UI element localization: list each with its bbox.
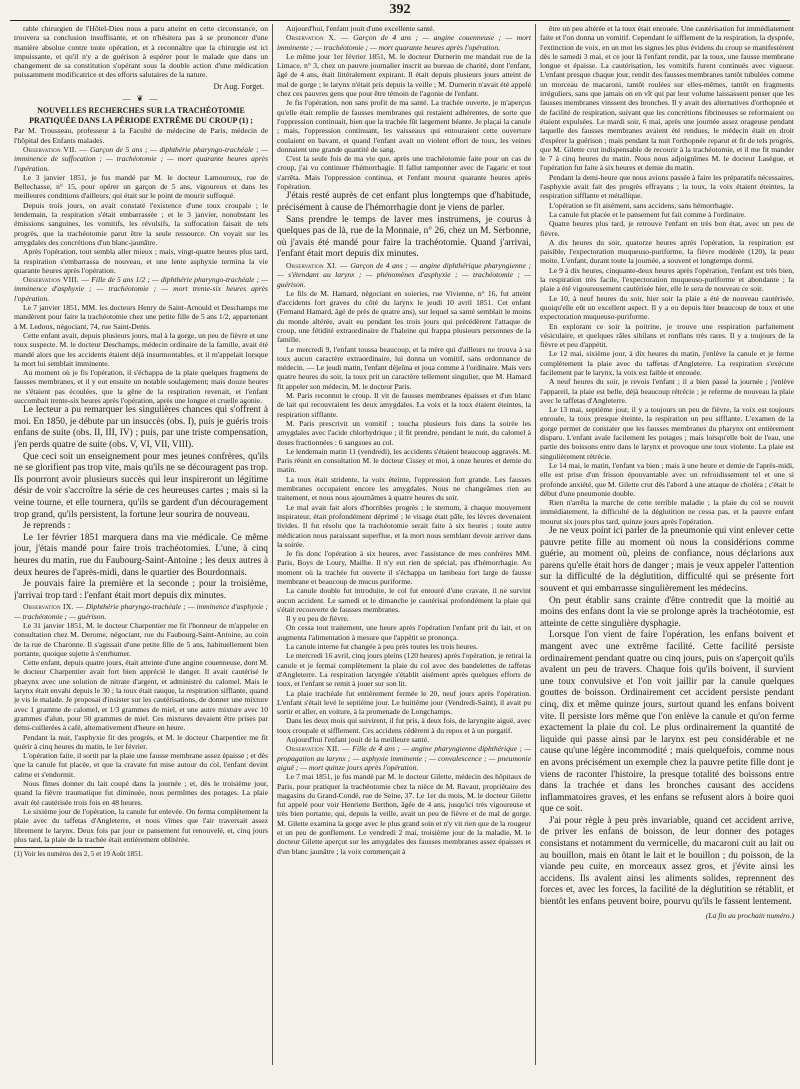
body-paragraph: Le même jour 1er février 1851, M. le docteur Durnerin me mandait rue de la Limace, n° 3, chez un pauvre journalier inscrit au bureau de charité, dont l'enfant, âgé de 4 ans, était littéralement expirant. Il était depuis plusieurs jours atteint de mal de gorge ; le larynx n'était pris depuis la veille ; M. Durnerin n'avait été appelé chez ces pauvres gens que pour être témoin de l'agonie de l'enfant. bbox=[277, 51, 531, 99]
observation-heading bbox=[277, 33, 531, 52]
body-paragraph: L'opération faite, il sortit par la plaie une fausse membrane assez épaisse ; et dès que la canule fut placée, et que la cravate fut mise autour du col, l'enfant devint calme et s'endormit. bbox=[14, 751, 268, 779]
commentary-paragraph: Je reprends : bbox=[23, 521, 71, 532]
body-paragraph: Cette enfant avait, depuis plusieurs jours, mal à la gorge, un peu de fièvre et une toux suspecte. M. le docteur Deschamps, médecin ordinaire de la famille, avait été mandé alors que les accidents étaient déjà insurmontables, et il m'appelait lorsque la mort lui semblait imminente. bbox=[14, 330, 268, 368]
column-separator bbox=[272, 24, 273, 1065]
observation-label: Observation VIII. — bbox=[23, 275, 92, 285]
body-paragraph: Le 31 janvier 1851, M. le docteur Charpentier me fit l'honneur de m'appeler en consultation chez M. Derome, négociant, rue du Faubourg-Saint-Antoine, au coin de la rue de Charonne. Il s'agissait d'une petite fille de 5 ans, habituellement bien portante, quoique sujette à s'enrhumer. bbox=[14, 620, 268, 658]
observation-heading bbox=[14, 145, 268, 173]
observation-label: Observation VII. — bbox=[23, 144, 90, 154]
observation-summary: Fille de 4 ans ; — angine pharyngienne diphthérique ; — propagation au larynx ; — asphyxie imminente ; — convalescence ; — pneumonie aiguë ; — mort quinze jours après l'opération. bbox=[277, 744, 531, 772]
body-paragraph: Le 10, à neuf heures du soir, hier soir la plaie a été de nouveau cautérisée, quoiqu'elle eût un excellent aspect. Il y a eu depuis hier beaucoup de toux et une expectoration muqueuso-puriforme. bbox=[540, 293, 794, 322]
body-paragraph: Cette enfant, depuis quatre jours, était atteinte d'une angine couenneuse, dont M. le docteur Charpentier avait fort bien apprécié le danger. Il avait cautérisé le pharynx avec une solution de nitrate d'argent, et administré du calomel. Mais le larynx était envahi depuis le 30 ; la toux était rauque, la respiration sifflante, quand je vis le malade. Je proposai d'insister sur les cautérisations, de donner une mixture avec 1 gramme de calomel, et 1/3 grammes de miel, et une autre mixture avec 10 grammes d'alun, pour 50 grammes de miel. Ces mixtures devaient être prises par demi-cuillerées à café, alternativement d'heure en heure. bbox=[14, 658, 268, 733]
body-paragraph: Le mal avait fait alors d'horribles progrès ; le sternum, à chaque mouvement inspirateur, était profondément déprimé ; le visage était pâle, les lèvres devenaient livides. Il fut résolu que la trachéotomie serait faite à six heures ; toute autre médication nous paraissant superflue, et la mort nous semblant devoir arriver dans la soirée. bbox=[277, 502, 531, 549]
commentary-paragraph: Que ceci soit un enseignement pour mes jeunes confrères, qu'ils ne se glorifient pas trop vite, mais qu'ils ne se découragent pas trop. Ils pourront avoir plusieurs succès qui leur inspireront un légitime désir de voir s'accroître la série de ces heureuses cartes ; mais si la veine tourne, et elle tournera, qu'ils se gardent d'un découragement trop grand, qu'ils persistent, la fortune leur sourira de nouveau. bbox=[14, 451, 268, 520]
body-paragraph: La canule double fut introduite, le col fut entouré d'une cravate, il ne survint aucun accident. Le samedi et le dimanche je cautérisai profondément la plaie qui s'était recouverte de fausses membranes. bbox=[277, 586, 531, 614]
commentary-paragraph: On peut établir sans crainte d'être contredit que la moitié au moins des enfans dont la vie se prolonge après la trachéotomie, est atteinte de cette singulière dysphagie. bbox=[540, 595, 794, 629]
commentary-paragraph: Le lecteur a pu remarquer les singulières chances qui s'offrent à moi. En 1850, je débute par un insuccès (obs. I), puis je guéris trois enfans de suite (obs. II, III, IV) ; puis, par une triste compensation, j'en perds quatre de suite (obs. V, VI, VII, VIII). bbox=[14, 405, 268, 451]
commentary-paragraph: Je pouvais faire la première et la seconde ; pour la troisième, j'arrivai trop tard : l'enfant était mort depuis dix minutes. bbox=[14, 579, 268, 601]
commentary-paragraph: Le 1er février 1851 marquera dans ma vie médicale. Ce même jour, j'étais mandé pour faire trois trachéotomies. L'une, à cinq heures du matin, rue du Faubourg-Saint-Antoine ; les deux autres à deux heures de l'après-midi, dans le quartier des Bourdonnais. bbox=[14, 532, 268, 578]
signature: Dr Aug. Forget. bbox=[213, 81, 264, 91]
body-paragraph: Le lendemain matin 11 (vendredi), les accidents s'étaient beaucoup aggravés. M. Paris réunit en consultation M. le docteur Cissey et moi, à onze heures et demie du matin. bbox=[277, 446, 531, 475]
body-paragraph: Le mercredi 16 avril, cinq jours pleins (120 heures) après l'opération, je retirai la canule et je fermai complètement la plaie du col avec des bandelettes de taffetas d'Angleterre. La respiration laryngée s'établit aisément après quelques efforts de toux, et l'enfant se remit à jouer sur son lit. bbox=[277, 651, 531, 689]
byline: Par M. Trousseau, professeur à la Faculté de médecine de Paris, médecin de l'hôpital des Enfants malades. bbox=[14, 126, 268, 145]
body-paragraph: M. Paris prescrivit un vomitif ; toucha plusieurs fois dans la soirée les amygdales avec l'acide chlorhydrique ; il fit prendre, pendant le nuit, du calomel à doses fractionnées : 6 sangsues au col. bbox=[277, 418, 531, 447]
body-paragraph: Je fis l'opération, non sans profit de ma santé. La trachée ouverte, je m'aperçus qu'elle était remplie de fausses membranes qui restaient adhérentes, de sorte que l'oppression continuait, bien que la trachée fût largement béante. Je plaçai la canule ; mais, l'oppression continuant, les vaisseaux qui entouraient cette ouverture coulaient en bavant, et quand l'enfant avait un violent effort de toux, les veines donnaient une grande quantité de sang. bbox=[277, 98, 531, 154]
column-1-body bbox=[14, 145, 268, 844]
body-paragraph: Le sixième jour de l'opération, la canule fut enlevée. On ferma complètement la plaie avec du taffetas d'Angleterre, et nous vîmes que l'air traversait assez librement le larynx. Deux fois par jour ce pansement fut renouvelé, et, cinq jours plus tard, la plaie de la trachée était entièrement oblitérée. bbox=[14, 806, 268, 844]
body-paragraph: On cessa tout traitement, une heure après l'opération l'enfant prit du lait, et on augmenta l'alimentation à mesure que l'appétit se prononça. bbox=[277, 623, 531, 642]
commentary-paragraph: J'étais resté auprès de cet enfant plus longtemps que d'habitude, précisément à cause de l'hémorrhagie dont je viens de parler. bbox=[277, 191, 531, 213]
observation-heading bbox=[277, 744, 531, 772]
body-paragraph: être un peu altérée et la toux était enrouée. Une cautérisation fut immédiatement faite et l'on donna un vomitif. Cependant le sifflement de la respiration, la dyspnée, l'extinction de voix, en un mot les signes les plus évidens du croup se manifestèrent dès le samedi 3 mai, et ce jour là l'enfant rendit, par la toux, une fausse membrane longue et épaisse. La cautérisation, les vomitifs furent continués avec vigueur. L'enfant presque chaque jour, rendit des fausses membranes tantôt tubulées comme un morceau de macaroni, tantôt roulées sur elles-mêmes, tantôt en fragments irréguliers, sans que jamais on en vît qui par leur volume laissassent penser que les fausses membranes vinssent des bronches. Il y avait des alternatives d'orthopnée et de facilité de respiration, suivant que les concrétions fibrineuses se reformaient ou étaient expulsées. Le mardi soir, 6 mai, après une journée assez orageuse pendant laquelle des fausses membranes avaient été rendues, le médecin était en droit d'espérer la guérison ; mais pendant la nuit l'orthopnée reparut et fit de tels progrès, que M. Gilette crut indispensable de recourir à la trachéotomie, et il me fit mander le 7 à cinq heures du matin. Nous nous adjoignîmes M. le docteur Lasègue, et l'opération fut faite à six heures et demie du matin. bbox=[540, 24, 794, 173]
section-title: NOUVELLES RECHERCHES SUR LA TRACHÉOTOMIE PRATIQUÉE DANS LA PÉRIODE EXTRÊME DU CROUP (1) ; bbox=[29, 106, 253, 125]
column-1 bbox=[14, 24, 268, 1067]
body-paragraph: Au moment où je fis l'opération, il s'échappa de la plaie quelques fragmens de fausses membranes, et il y eut ensuite un notable soulagement; mais douze heures ne s'étaient pas écoulées, que la gêne de la respiration revenait, et l'enfant succombait trente-six heures après l'opération, après une longue et cruelle agonie. bbox=[14, 368, 268, 405]
top-rule bbox=[10, 20, 790, 21]
body-paragraph: En explorant ce soir la poitrine, je trouve une respiration parfaitement vésiculaire, et quelques râles sibilans et ronflans très rares. Il y a toujours de la fièvre et peu d'appétit. bbox=[540, 321, 794, 350]
observation-heading bbox=[14, 602, 268, 621]
observation-summary: Diphthérie pharyngo-trachéale ; — imminence d'asphyxie ; — trachéotomie ; — guérison. bbox=[14, 602, 268, 621]
observation-heading bbox=[14, 275, 268, 303]
observation-summary: Garçon de 4 ans ; — angine couenneuse ; — mort imminente ; — trachéotomie ; — mort quarante heures après l'opération. bbox=[277, 33, 531, 52]
body-paragraph: A dix heures du soir, quatorze heures après l'opération, la respiration est paisible, l'expectoration muqueuso-puriforme, la fièvre modérée (120), la peau moite. L'enfant, durant toute la journée, a souvent et longtemps dormi. bbox=[540, 237, 794, 266]
column-2 bbox=[277, 24, 531, 1067]
body-paragraph: Pendant la nuit, l'asphyxie fit des progrès, et M. le docteur Charpentier me fit quérir à cinq heures du matin, le 1er février. bbox=[14, 732, 268, 751]
body-paragraph: Le fils de M. Hamard, négociant en soieries, rue Vivienne, n° 16, fut atteint d'accidents fort graves du côté du larynx le jeudi 10 avril 1851. Cet enfant (Fernand Hamard, âgé de près de quatre ans), sur lequel sa santé semblait le moins du monde altérée, avait eu pendant les trois jours qui précédèrent l'attaque de croup, une fétidité extraordinaire de l'haleine qui frappa plusieurs personnes de la famille. bbox=[277, 288, 531, 345]
body-paragraph: Je fis donc l'opération à six heures, avec l'assistance de mes confrères MM. Paris, Boys de Loury, Mailhe. Il n'y eut rien de spécial, pas d'hémorrhagie. Au moment où la trachée fut ouverte il s'échappa un lambeau fort large de fausse membrane et beaucoup de mucus puriforme. bbox=[277, 549, 531, 586]
body-paragraph: Le mercredi 9, l'enfant toussa beaucoup, et la mère qui d'ailleurs ne trouva à sa toux aucun caractère extraordinaire, lui donna un vomitif, sans ordonnance de médecin. — Le jeudi matin, l'enfant déjeûna et joua comme à l'ordinaire. Mais vers quatre heures du soir, la toux prit un caractère tellement singulier, que M. Hamard fit appeler son médecin, M. le docteur Paris. bbox=[277, 344, 531, 391]
body-paragraph: Nous fîmes donner du lait coupé dans la journée ; et, dès le troisième jour, quand la fièvre traumatique fut diminuée, nous permîmes des potages. La plaie avait été cautérisée trois fois en 48 heures. bbox=[14, 779, 268, 807]
footnote: (1) Voir les numéros des 2, 5 et 19 Août 1851. bbox=[14, 850, 143, 859]
body-paragraph: Le 13 mai, septième jour, il y a toujours un peu de fièvre, la voix est toujours enrouée, la toux presque éteinte, la respiration un peu sifflante. L'examen de la gorge permet de constater que les fausses membranes du pharynx ont entièrement disparu. L'enfant avale facilement les potages ; mais lorsqu'elle boit de l'eau, une partie des boissons entre dans le larynx et provoque une toux violente. La plaie est singulièrement rétrécie. bbox=[540, 405, 794, 461]
page-number: 392 bbox=[389, 2, 411, 17]
observation-summary: Fille de 5 ans 1/2 ; — diphthérie pharyngo-trachéale ; — imminence d'asphyxie ; — trachéotomie ; — mort trente-six heures après l'opération. bbox=[14, 275, 268, 303]
body-paragraph: Dans les deux mois qui suivirent, il fut pris, à deux fois, de laryngite aiguë, avec toux croupale et sifflement. Ces accidens cédèrent à du repos et à un purgatif. bbox=[277, 716, 531, 735]
body-paragraph: L'opération se fit aisément, sans accidens, sans hémorrhagie. bbox=[549, 200, 734, 210]
observation-label: Observation XI. — bbox=[286, 260, 351, 270]
body-paragraph: Rien n'arrêta la marche de cette terrible maladie ; la plaie du col se rouvrit immédiatement, la difficulté de la déglutition ne cessa pas, et la pauvre enfant mourut six jours plus tard, quinze jours après l'opération. bbox=[540, 498, 794, 526]
body-paragraph: Quatre heures plus tard, je retrouve l'enfant en très bon état, avec un peu de fièvre. bbox=[540, 219, 794, 238]
column-2-body bbox=[277, 24, 531, 856]
body-paragraph: La toux était stridente, la voix éteinte, l'oppression fort grande. Les fausses membranes occupaient encore les amygdales. Nous ne changeâmes rien au traitement, et nous nous ajournâmes à quatre heures du soir. bbox=[277, 474, 531, 503]
body-paragraph: Le 12 mai, sixième jour, à dix heures du matin, j'enlève la canule et je ferme complètement la plaie avec du taffetas d'Angleterre. La respiration s'exécute facilement par le larynx, la voix est faible et enrouée. bbox=[540, 349, 794, 377]
body-paragraph: Après l'opération, tout sembla aller mieux ; mais, vingt-quatre heures plus tard, la respiration s'embarrassa de nouveau, et une lente asphyxie termina la vie quarante heures après l'opération. bbox=[14, 247, 268, 275]
commentary-paragraph: Sans prendre le temps de laver mes instrumens, je courus à quelques pas de là, rue de la Monnaie, n° 26, chez un M. Serbonne, où j'avais été mandé pour faire la trachéotomie. Quand j'arrivai, l'enfant était mort depuis dix minutes. bbox=[277, 214, 531, 260]
column-separator bbox=[535, 24, 536, 1065]
body-paragraph: Le 7 janvier 1851, MM. les docteurs Henry de Saint-Arnould et Deschamps me mandèrent pour faire la trachéotomie chez une petite fille de 5 ans 1/2, appartenant à M. Ledoux, négociant, 74, rue Saint-Denis. bbox=[14, 303, 268, 331]
body-paragraph: La canule interne fut changée à peu près toutes les trois heures. bbox=[286, 642, 478, 652]
observation-heading bbox=[277, 261, 531, 289]
body-paragraph: C'est la seule fois de ma vie que, après une trachéotomie faite pour un cas de croup, j'ai vu continuer l'hémorrhagie. Il fallut tamponner avec de l'agaric et tout s'arrêta. Mais l'oppression continua, et l'enfant mourut quarante heures après l'opération. bbox=[277, 154, 531, 192]
body-paragraph: Le 7 mai 1851, je fus mandé par M. le docteur Gilette, médecin des hôpitaux de Paris, pour pratiquer la trachéotomie chez la nièce de M. Ravaut, propriétaire des magasins du Grand-Condé, rue de Seine, 37. Le 1er du mois, M. le docteur Gilette fut appelé pour voir Henriette Berthon, âgée de 4 ans, jusqu'ici très vigoureuse et très bien portante, qui, depuis la veille, avait un peu de fièvre et de mal de gorge. M. Gilette examina la gorge avec le plus grand soin et n'y vit rien que de la rougeur et un peu de gonflement. Le vendredi 2 mai, troisième jour de la maladie, M. le docteur Gilette aperçut sur les amygdales des fausses membranes assez épaisses et d'un blanc jaunâtre ; la voix commençait à bbox=[277, 772, 531, 856]
observation-summary: Garçon de 5 ans ; — diphthérie pharyngo-trachéale ; — imminence de suffocation ; — trachéotomie ; — mort quarante heures après l'opération. bbox=[14, 144, 268, 173]
body-paragraph: La plaie trachéale fut entièrement fermée le 20, neuf jours après l'opération. L'enfant s'était levé le septième jour. Le huitième jour (Vendredi-Saint), il avait pu sortir et aller, en voiture, à la promenade de Longchamps. bbox=[277, 688, 531, 717]
ornament-divider: — ❦ — bbox=[122, 94, 160, 104]
body-paragraph: M. Paris reconnut le croup. Il vit de fausses membranes épaisses et d'un blanc de lait qui recouvraient les deux amygdales. La voix et la toux étaient éteintes, la respiration sifflante. bbox=[277, 391, 531, 419]
commentary-paragraph: Lorsque l'on vient de faire l'opération, les enfans boivent et mangent avec une extrême facilité. Cette facilité persiste ordinairement pendant quatre ou cinq jours, puis on s'aperçoit qu'ils avalent un peu de travers. Chaque fois qu'ils boivent, il survient une toux convulsive et l'on voit jaillir par la canule quelques gouttes de boisson. Ordinairement cet accident persiste pendant cinq, dix et même quinze jours, surtout quand les enfans boivent vite. Il persiste lors même que l'on enlève la canule et qu'on ferme exactement la plaie du col. Le plus ordinairement la quantité de liquide qui passe ainsi par le larynx est peu considérable et ne cause qu'une légère incommodité ; mais quelquefois, comme nous en avons précisément un exemple chez la pauvre petite fille dont je viens de raconter l'histoire, la presque totalité des boissons entre dans la trachée et dans les bronches causant des accidens inflammatoires graves, et les enfans se refusent alors à boire quoi que ce soit. bbox=[540, 630, 794, 815]
body-paragraph: La canule fut placée et le pansement fut fait comme à l'ordinaire. bbox=[549, 209, 747, 219]
body-paragraph: Le 9 à dix heures, cinquante-deux heures après l'opération, l'enfant est très bien, la respiration très facile, l'expectoration muqueuso-puriforme et abondante ; la plaie a été vigoureusement cautérisée hier, elle le sera de nouveau ce soir. bbox=[540, 265, 794, 294]
column-3 bbox=[540, 24, 794, 1067]
body-paragraph: Le 3 janvier 1851, je fus mandé par M. le docteur Lamouroux, rue de Bellechasse, n° 15, pour opérer un garçon de 5 ans, vigoureux et dans les meilleures conditions d'ailleurs, qui était sur le point de mourir suffoqué. bbox=[14, 172, 268, 201]
body-paragraph: Aujourd'hui, l'enfant jouit d'une excellente santé. bbox=[286, 24, 435, 33]
body-paragraph: Il y eu peu de fièvre. bbox=[286, 614, 349, 624]
body-paragraph: Depuis trois jours, on avait constaté l'existence d'une toux croupale ; le lendemain, la respiration s'était embarrassée ; et le 3 janvier, nonobstant les émissions sanguines, les vomitifs, les révulsifs, la suffocation faisait de tels progrès, que la trachéotomie parut être la seule ressource. On voyait sur les amygdales des concrétions d'un blanc-jaunâtre. bbox=[14, 200, 268, 247]
observation-label: Observation XII. — bbox=[286, 744, 353, 754]
body-paragraph: A neuf heures du soir, je revois l'enfant ; il a bien passé la journée ; j'enlève l'appareil, la plaie est belle, déjà beaucoup rétrécie ; je referme de nouveau la plaie avec le taffetas d'Angleterre. bbox=[540, 377, 794, 405]
commentary-paragraph: J'ai pour règle à peu près invariable, quand cet accident arrive, de priver les enfans de boisson, de leur donner des potages consistans et notamment du vermicelle, du macaroni cuit au lait ou au bouillon, mais en ôtant le lait et le bouillon ; du poisson, de la viande peu cuite, en morceaux assez gros, et j'évite ainsi les accidens. Ils avalent ainsi les aliments solides, reprennent des forces et, avec les forces, la facilité de la déglutition se rétablit, et bientôt les enfans peuvent boire, pourvu qu'ils le fassent lentement. bbox=[540, 815, 794, 908]
observation-label: Observation X. — bbox=[286, 33, 354, 43]
observation-label: Observation IX. — bbox=[23, 602, 86, 612]
continued-note: (La fin au prochain numéro.) bbox=[705, 910, 794, 920]
footnote-rule bbox=[14, 847, 104, 848]
column-3-body bbox=[540, 24, 794, 909]
observation-summary: Garçon de 4 ans ; — angine diphthérique pharyngienne ; — s'étendant au larynx ; — phénomènes d'asphyxie ; — trachéotomie ; — guérison. bbox=[277, 260, 531, 289]
body-paragraph: Aujourd'hui l'enfant jouit de la meilleure santé. bbox=[286, 735, 429, 745]
commentary-paragraph: Je ne veux point ici parler de la pneumonie qui vint enlever cette pauvre petite fille au moment où nous la considérions comme guérie, au moment où, pleins de confiance, nous déclarions aux parens qu'elle était hors de danger ; mais je veux appeler l'attention sur la difficulté de la déglutition, difficulté qui se présente fort souvent et qui embarrasse singulièrement les médecins. bbox=[540, 526, 794, 594]
body-paragraph: Le 14 mai, le matin, l'enfant va bien ; mais à une heure et demie de l'après-midi, elle est prise d'un frisson épouvantable avec un refroidissement tel et une si profonde anxiété, que M. Gilette crut dès l'abord à une attaque de choléra ; c'était le début d'une pneumonie double. bbox=[540, 460, 794, 498]
body-paragraph: Pendant la demi-heure que nous avions passée à faire les préparatifs nécessaires, l'asphyxie avait fait des progrès effrayans ; la toux, la voix étaient éteintes, la respiration sifflante et métallique. bbox=[540, 172, 794, 201]
intro-paragraph: rable chirurgien de l'Hôtel-Dieu nous a paru atteint en cette circonstance, on trouvera sa conclusion insuffisante, et on n'hésitera pas à se prononcer d'une manière absolue contre toute opération, et à reconnaître que la chirurgie est ici impuissante, et qu'il n'y a de guérison à espérer pour le malade que dans un changement de sa constitution s'opérant sous la double action d'une médication puissamment modificatrice et des efforts salutaires de la nature. bbox=[14, 24, 268, 80]
